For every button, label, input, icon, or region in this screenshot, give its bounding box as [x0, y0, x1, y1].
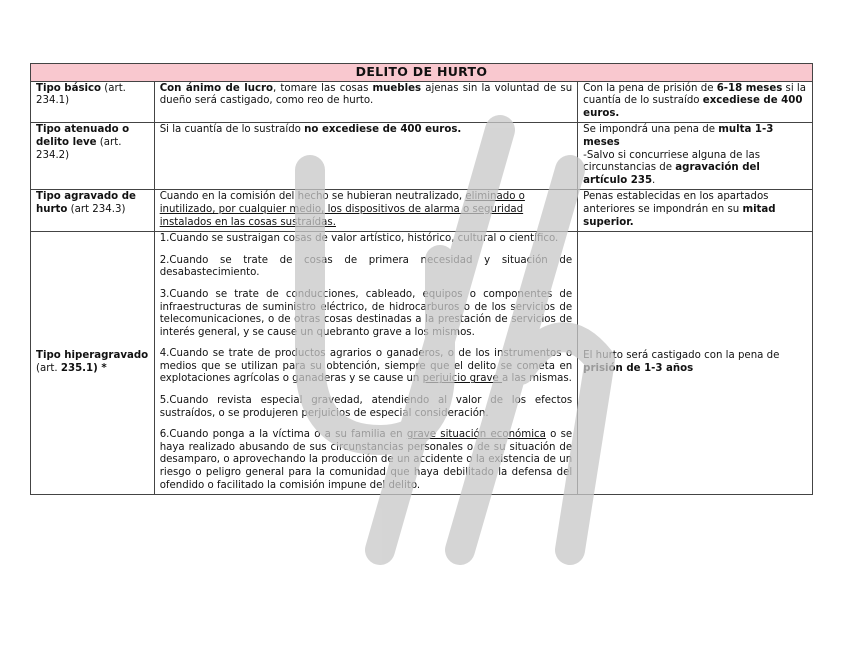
- desc-underlined: eliminado o inutilizado, por cualquier medio, los dispositivos de alarma o seguridad instalados en las cosas sustraídas.: [159, 191, 525, 228]
- description-cell: [154, 81, 577, 123]
- table-title: DELITO DE HURTO: [31, 64, 813, 82]
- desc-bold: muebles: [372, 82, 422, 94]
- type-cell: [31, 190, 155, 232]
- type-label: Tipo hiperagravado: [36, 350, 149, 362]
- desc-text: ajenas sin la voluntad de su dueño será castigado, como reo de hurto.: [159, 82, 573, 107]
- item-text: 4.Cuando se trate de productos agrarios o ganaderos, o de los instrumentos o medios que se utilizan para su obtención, siempre que el delito se cometa en explotaciones agrícolas o ganaderas y se cause un: [159, 348, 573, 385]
- list-item: 2.Cuando se trate de cosas de primera necesidad y situación de desabastecimiento.: [159, 254, 573, 279]
- desc-text: Si la cuantía de lo sustraído: [159, 124, 305, 136]
- table-row-tipo-agravado: [31, 190, 813, 232]
- penalty-cell: [578, 190, 813, 232]
- item-underlined: grave situación económica: [406, 429, 546, 441]
- list-item: 5.Cuando revista especial gravedad, atendiendo al valor de los efectos sustraídos, o se produjeren perjuicios de especial consideración.: [159, 395, 573, 419]
- type-article: (art. 234.2): [36, 136, 122, 161]
- pen-bold: excediese de 400 euros.: [583, 95, 803, 119]
- type-article: (art. 234.1): [36, 82, 126, 107]
- pen-text: Se impondrá una pena de: [583, 124, 719, 136]
- pen-text: Con la pena de prisión de: [583, 82, 717, 94]
- description-cell: [154, 123, 577, 190]
- delito-hurto-table: [30, 63, 813, 495]
- desc-text: , tomare las cosas: [273, 82, 373, 94]
- type-label: Tipo atenuado o delito leve: [36, 124, 130, 148]
- pen-bold: prisión de 1-3 años: [583, 362, 694, 374]
- type-label: Tipo básico: [36, 82, 102, 94]
- desc-text: Cuando en la comisión del hecho se hubieran neutralizado,: [159, 191, 466, 203]
- type-cell: [31, 232, 155, 495]
- item-text: 6.Cuando ponga a la víctima o a su familia en: [159, 429, 407, 441]
- type-article: (art 234.3): [67, 203, 126, 215]
- pen-text: Penas establecidas en los apartados anteriores se impondrán en su: [583, 191, 769, 215]
- list-item: 3.Cuando se trate de conducciones, cableado, equipos o componentes de infraestructuras de suministro eléctrico, de hidrocarburos o de los servicios de telecomunicaciones, o de otras cosas destinadas a la prestación de servicios de interés general, y se cause un quebranto grave a los mismos.: [159, 288, 573, 338]
- type-cell: [31, 81, 155, 123]
- type-article: (art.: [36, 362, 61, 374]
- description-cell: [154, 232, 577, 495]
- desc-bold: Con ánimo de lucro: [159, 82, 274, 94]
- pen-text: El hurto será castigado con la pena de: [583, 350, 780, 362]
- item-text: a las mismas.: [502, 373, 572, 385]
- desc-bold: no excediese de 400 euros.: [304, 124, 462, 136]
- table-row-tipo-atenuado: [31, 123, 813, 190]
- item-underlined: perjuicio grave: [422, 373, 503, 385]
- list-item: [160, 348, 572, 386]
- penalty-cell: [578, 232, 813, 495]
- pen-text: si la cuantía de lo sustraído: [583, 82, 807, 107]
- type-article-bold: 235.1) *: [60, 362, 107, 374]
- list-item: 1.Cuando se sustraigan cosas de valor artístico, histórico, cultural o científico.: [159, 233, 559, 245]
- penalty-cell: [578, 123, 813, 190]
- pen-bold: multa 1-3 meses: [583, 124, 774, 148]
- table-row-tipo-hiperagravado: [31, 232, 813, 495]
- pen-bold: mitad superior.: [583, 203, 776, 228]
- pen-text: .: [652, 174, 656, 186]
- pen-text: -Salvo si concurriese alguna de las circunstancias de: [583, 149, 761, 174]
- item-text: o se haya realizado abusando de sus circunstancias personales o de su situación de desamparo, o aprovechando la producción de un accidente o la existencia de un riesgo o peligro general para la comunidad que haya debilitado la defensa del ofendido o facilitado la comisión impune del delito.: [159, 429, 573, 491]
- list-item: [160, 429, 572, 492]
- pen-bold: 6-18 meses: [716, 82, 783, 94]
- table-header-row: [31, 64, 813, 82]
- description-cell: [154, 190, 577, 232]
- type-cell: [31, 123, 155, 190]
- type-label: Tipo agravado de hurto: [36, 191, 136, 215]
- pen-bold: agravación del artículo 235: [583, 162, 760, 186]
- penalty-cell: [578, 81, 813, 123]
- table-row-tipo-basico: [31, 81, 813, 123]
